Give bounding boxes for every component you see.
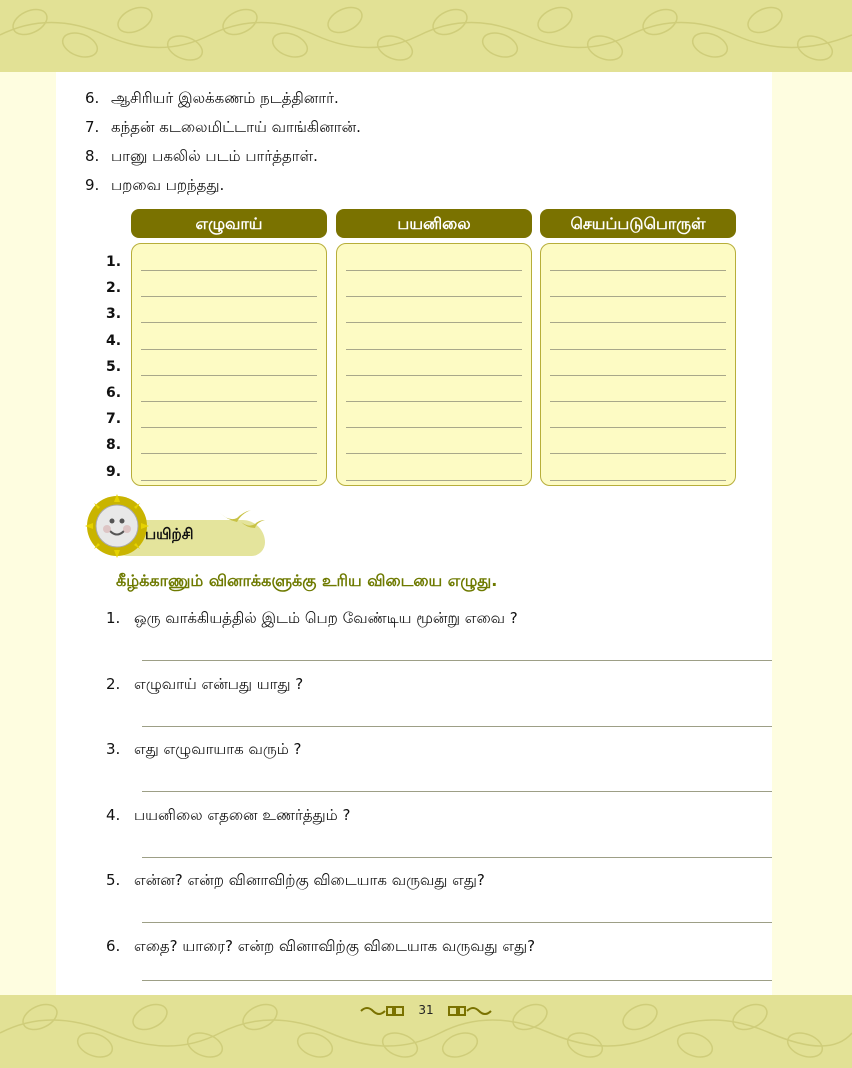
answer-line[interactable] bbox=[142, 726, 772, 727]
answer-line[interactable] bbox=[142, 980, 772, 981]
answer-line[interactable] bbox=[346, 427, 522, 428]
row-number: 1. bbox=[106, 254, 122, 270]
left-ornament-icon bbox=[359, 1005, 407, 1017]
answer-line[interactable] bbox=[142, 922, 772, 923]
answer-line[interactable] bbox=[141, 480, 317, 481]
left-margin bbox=[0, 0, 56, 1068]
leaf-pattern-top bbox=[0, 0, 852, 72]
question-item: 5. என்ன? என்ற வினாவிற்கு விடையாக வருவது எது? bbox=[106, 870, 772, 936]
answer-line[interactable] bbox=[141, 322, 317, 323]
question-list bbox=[106, 608, 772, 1001]
answer-line[interactable] bbox=[141, 375, 317, 376]
row-number: 7. bbox=[106, 411, 122, 428]
row-number: 2. bbox=[106, 280, 122, 297]
row-number: 4. bbox=[106, 332, 122, 349]
column-header-predicate: பயனிலை bbox=[336, 209, 532, 238]
answer-line[interactable] bbox=[346, 401, 522, 402]
answer-line[interactable] bbox=[346, 349, 522, 350]
answer-line[interactable] bbox=[141, 296, 317, 297]
answer-line[interactable] bbox=[141, 401, 317, 402]
answer-line[interactable] bbox=[550, 349, 726, 350]
answer-line[interactable] bbox=[550, 480, 726, 481]
answer-line[interactable] bbox=[346, 375, 522, 376]
question-item: 2. எழுவாய் என்பது யாது ? bbox=[106, 674, 772, 740]
answer-line[interactable] bbox=[142, 660, 772, 661]
answer-line[interactable] bbox=[141, 427, 317, 428]
top-decorative-border bbox=[0, 0, 852, 72]
question-item: 3. எது எழுவாயாக வரும் ? bbox=[106, 739, 772, 805]
answer-line[interactable] bbox=[346, 480, 522, 481]
row-numbers bbox=[106, 252, 121, 488]
question-item: 6. எதை? யாரை? என்ற வினாவிற்கு விடையாக வருவது எது? bbox=[106, 936, 772, 1002]
answer-line[interactable] bbox=[346, 270, 522, 271]
example-sentences bbox=[85, 88, 361, 204]
answer-line[interactable] bbox=[346, 296, 522, 297]
answer-line[interactable] bbox=[550, 375, 726, 376]
column-object-box bbox=[540, 243, 736, 486]
page-number: 31 bbox=[418, 1003, 434, 1017]
answer-line[interactable] bbox=[141, 453, 317, 454]
answer-line[interactable] bbox=[141, 270, 317, 271]
row-number: 5. bbox=[106, 358, 122, 375]
answer-line[interactable] bbox=[550, 270, 726, 271]
answer-line[interactable] bbox=[550, 401, 726, 402]
answer-line[interactable] bbox=[346, 322, 522, 323]
smiling-sun-icon bbox=[85, 494, 149, 558]
practice-banner bbox=[85, 494, 265, 559]
sentence-item: 8. பானு பகலில் படம் பார்த்தாள். bbox=[85, 147, 318, 165]
answer-line[interactable] bbox=[142, 791, 772, 792]
sentence-item: 6. ஆசிரியர் இலக்கணம் நடத்தினார். bbox=[85, 89, 339, 107]
instruction-heading: கீழ்க்காணும் வினாக்களுக்கு உரிய விடையை எழுது. bbox=[116, 571, 498, 590]
column-header-subject: எழுவாய் bbox=[131, 209, 327, 238]
row-number: 9. bbox=[106, 463, 122, 480]
answer-line[interactable] bbox=[550, 322, 726, 323]
row-number: 6. bbox=[106, 384, 122, 401]
right-margin bbox=[772, 0, 852, 1068]
answer-line[interactable] bbox=[550, 453, 726, 454]
row-number: 8. bbox=[106, 437, 122, 454]
right-ornament-icon bbox=[445, 1005, 493, 1017]
sentence-item: 9. பறவை பறந்தது. bbox=[85, 176, 225, 194]
practice-label: பயிற்சி bbox=[145, 525, 194, 543]
answer-line[interactable] bbox=[550, 296, 726, 297]
birds-icon bbox=[217, 508, 267, 534]
column-header-object: செயப்படுபொருள் bbox=[540, 209, 736, 238]
page-footer bbox=[0, 1003, 852, 1017]
answer-line[interactable] bbox=[142, 857, 772, 858]
answer-line[interactable] bbox=[550, 427, 726, 428]
column-predicate-box bbox=[336, 243, 532, 486]
question-item: 1. ஒரு வாக்கியத்தில் இடம் பெற வேண்டிய மூன்று எவை ? bbox=[106, 608, 772, 674]
question-item: 4. பயனிலை எதனை உணர்த்தும் ? bbox=[106, 805, 772, 871]
sentence-item: 7. கந்தன் கடலைமிட்டாய் வாங்கினான். bbox=[85, 118, 361, 136]
row-number: 3. bbox=[106, 306, 122, 323]
answer-line[interactable] bbox=[141, 349, 317, 350]
answer-line[interactable] bbox=[346, 453, 522, 454]
column-subject-box bbox=[131, 243, 327, 486]
